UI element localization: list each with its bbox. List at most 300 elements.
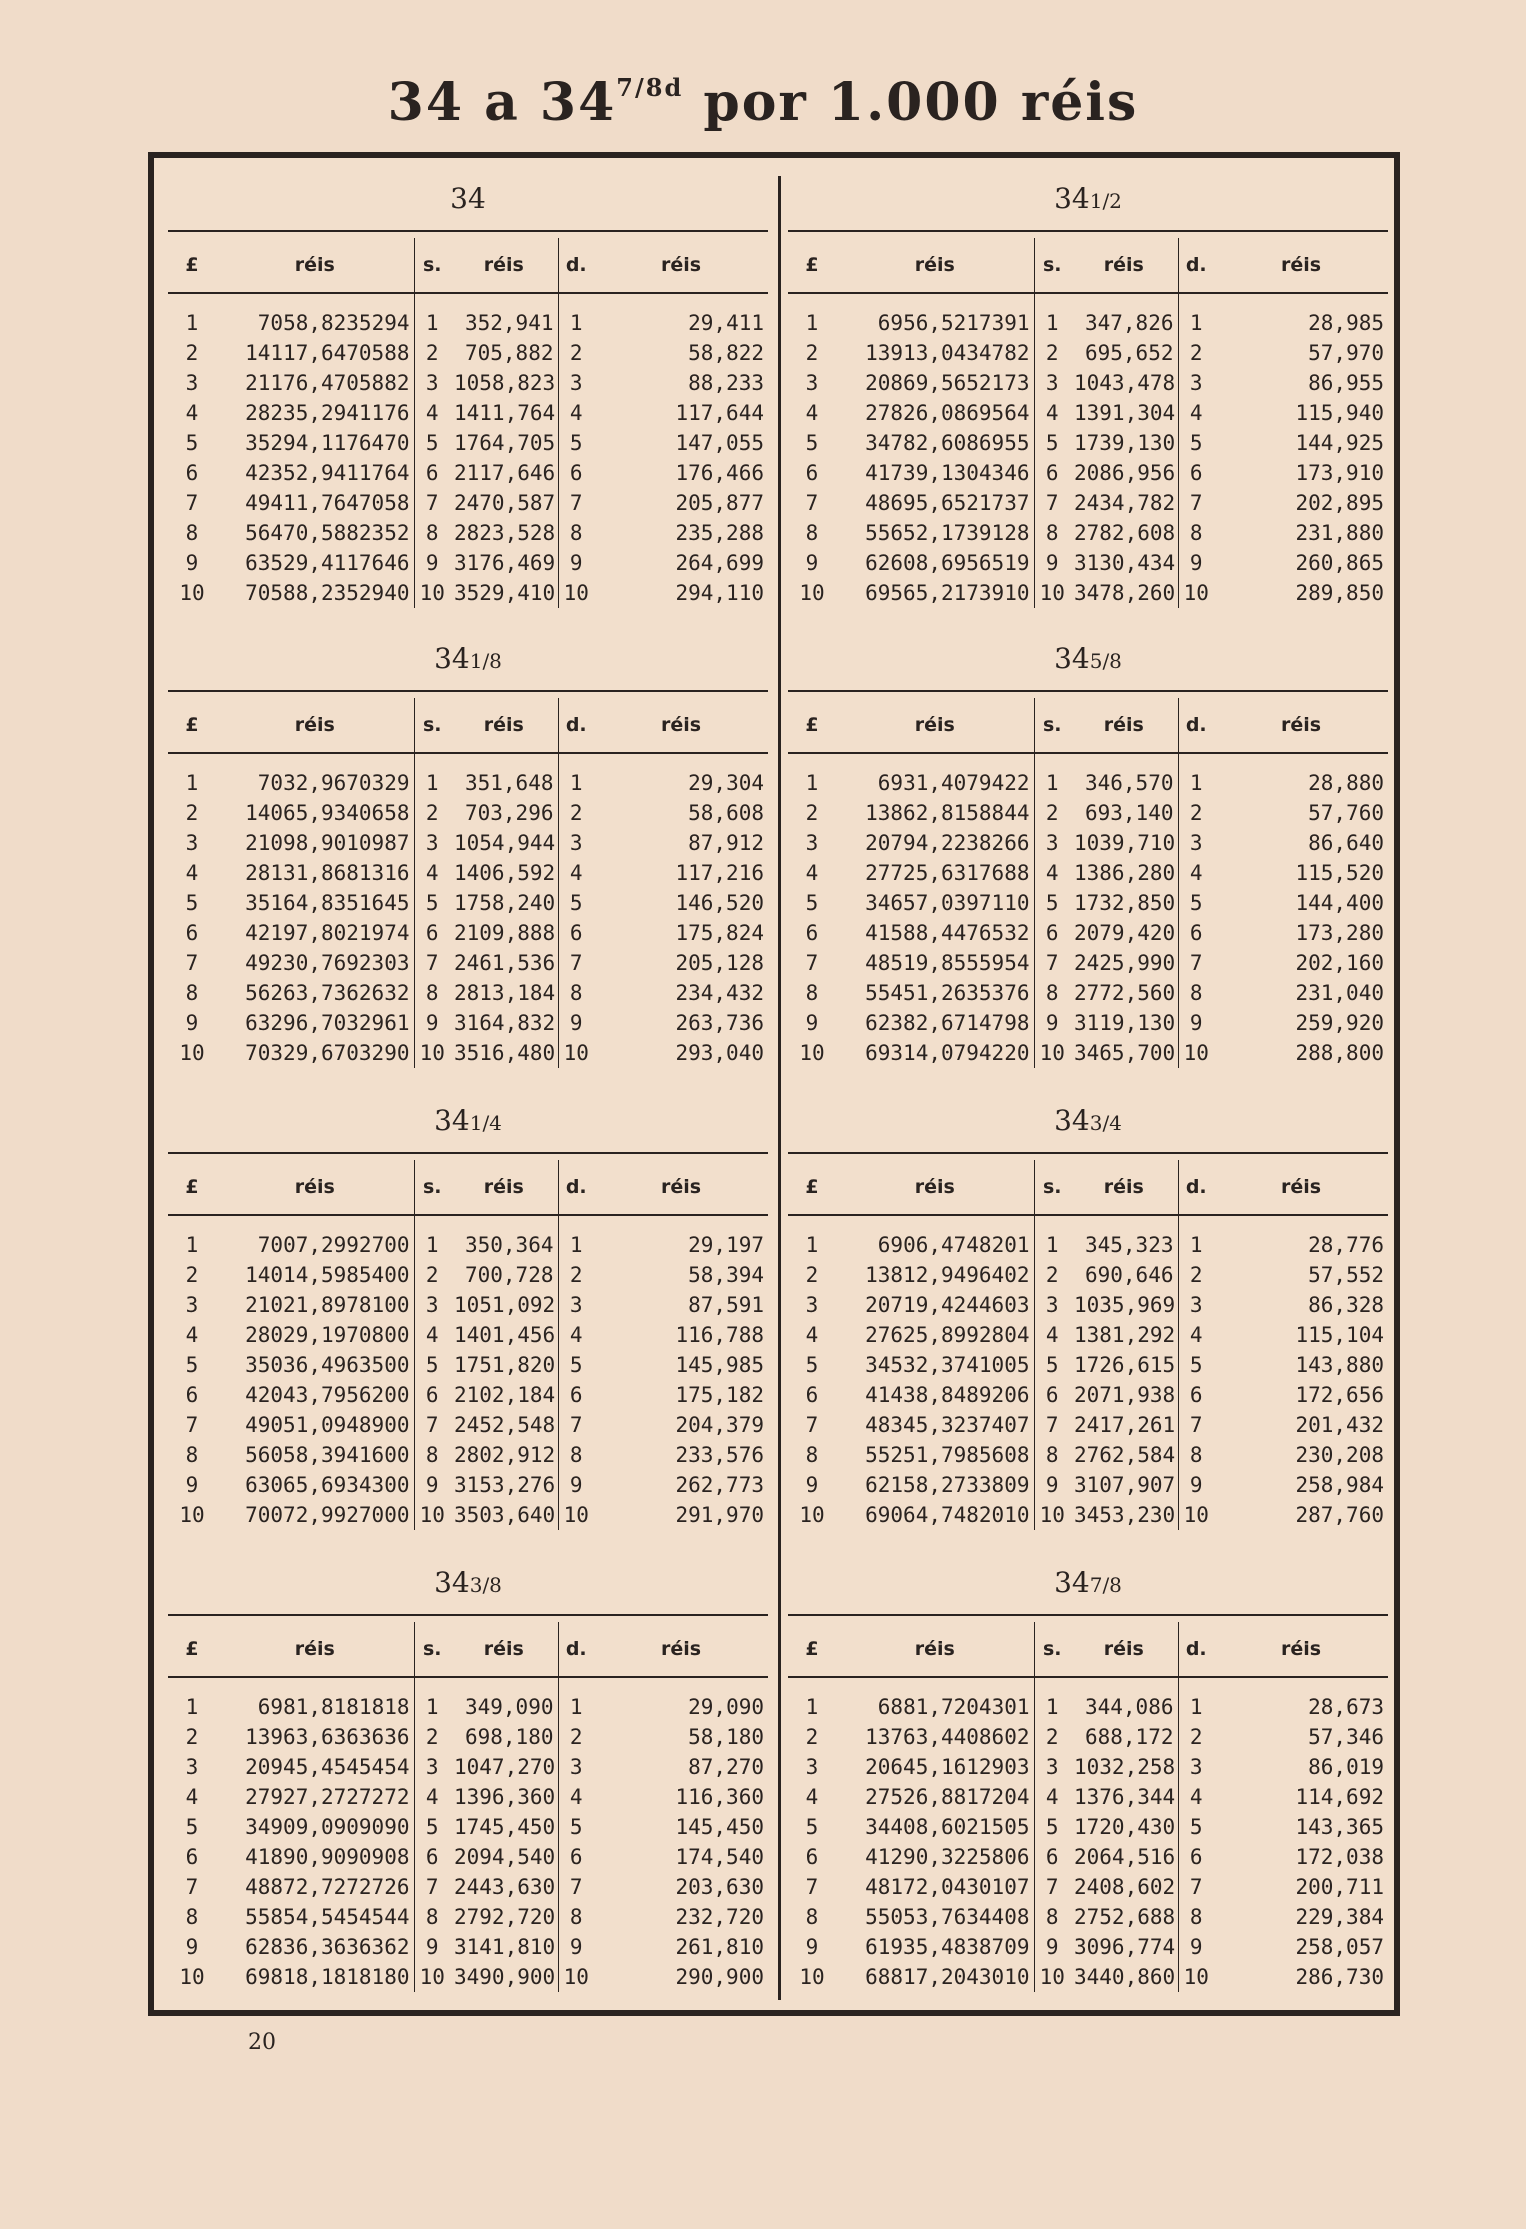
pence-count: 8 [1189, 521, 1203, 545]
pound-count: 1 [805, 311, 819, 335]
shilling-count: 7 [1045, 951, 1059, 975]
pound-count: 8 [185, 1905, 199, 1929]
table-row [168, 1677, 768, 1722]
column-header-pound: £ [168, 238, 216, 293]
reis-value: 176,466 [675, 461, 764, 485]
pound-count: 9 [185, 1473, 199, 1497]
pence-count: 1 [569, 1233, 583, 1257]
pound-count: 6 [185, 1845, 199, 1869]
column-header-reis: réis [1214, 238, 1388, 293]
shilling-count: 4 [425, 401, 439, 425]
table-row [788, 1962, 1388, 1992]
reis-value: 58,608 [688, 801, 764, 825]
pound-count: 3 [805, 1293, 819, 1317]
column-header-reis: réis [836, 238, 1034, 293]
pound-count: 5 [805, 1815, 819, 1839]
conversion-table [168, 698, 768, 1068]
reis-value: 2071,938 [1070, 1380, 1178, 1410]
reis-value: 2452,548 [450, 1410, 558, 1440]
conversion-table [168, 1622, 768, 1992]
reis-value: 69314,0794220 [836, 1038, 1034, 1068]
reis-value: 48172,0430107 [836, 1872, 1034, 1902]
reis-value: 349,090 [450, 1677, 558, 1722]
shilling-count: 2 [425, 801, 439, 825]
table-row [788, 368, 1388, 398]
pound-count: 5 [805, 431, 819, 455]
pound-count: 1 [185, 771, 199, 795]
pence-count: 9 [1189, 1473, 1203, 1497]
shilling-count: 4 [1045, 1323, 1059, 1347]
reis-value: 1058,823 [450, 368, 558, 398]
table-row [788, 1752, 1388, 1782]
reis-value: 48695,6521737 [836, 488, 1034, 518]
table-row [168, 1812, 768, 1842]
pence-count: 4 [1189, 1323, 1203, 1347]
reis-value: 13763,4408602 [836, 1722, 1034, 1752]
table-row [788, 293, 1388, 338]
pence-count: 6 [569, 461, 583, 485]
block-title-rate: 34 [1054, 182, 1090, 215]
rate-block [788, 628, 1388, 1083]
pound-count: 8 [805, 521, 819, 545]
reis-value: 27526,8817204 [836, 1782, 1034, 1812]
shilling-count: 10 [1039, 1965, 1065, 1989]
table-row [788, 753, 1388, 798]
table-header-row [788, 698, 1388, 753]
reis-value: 87,591 [688, 1293, 764, 1317]
reis-value: 3153,276 [450, 1470, 558, 1500]
reis-value: 203,630 [675, 1875, 764, 1899]
reis-value: 69818,1818180 [216, 1962, 414, 1992]
shilling-count: 6 [425, 461, 439, 485]
pound-count: 2 [185, 801, 199, 825]
pence-count: 8 [1189, 1905, 1203, 1929]
reis-value: 1043,478 [1070, 368, 1178, 398]
pound-count: 8 [805, 981, 819, 1005]
table-row [168, 1872, 768, 1902]
shilling-count: 5 [1045, 891, 1059, 915]
reis-value: 6931,4079422 [836, 753, 1034, 798]
block-title-fraction: 1/2 [1089, 189, 1122, 213]
conversion-table [788, 1160, 1388, 1530]
shilling-count: 1 [1045, 311, 1059, 335]
pound-count: 2 [805, 341, 819, 365]
shilling-count: 2 [1045, 341, 1059, 365]
reis-value: 205,128 [675, 951, 764, 975]
shilling-count: 3 [425, 1293, 439, 1317]
shilling-count: 7 [425, 1875, 439, 1899]
reis-value: 261,810 [675, 1935, 764, 1959]
column-header-reis: réis [836, 1622, 1034, 1677]
reis-value: 6981,8181818 [216, 1677, 414, 1722]
reis-value: 690,646 [1070, 1260, 1178, 1290]
reis-value: 258,984 [1295, 1473, 1384, 1497]
block-title [788, 168, 1388, 232]
pence-count: 1 [1189, 1695, 1203, 1719]
pence-count: 6 [1189, 921, 1203, 945]
reis-value: 49411,7647058 [216, 488, 414, 518]
reis-value: 7058,8235294 [216, 293, 414, 338]
reis-value: 13862,8158844 [836, 798, 1034, 828]
pence-count: 8 [1189, 981, 1203, 1005]
table-row [168, 1008, 768, 1038]
column-header-reis: réis [836, 1160, 1034, 1215]
reis-value: 258,057 [1295, 1935, 1384, 1959]
reis-value: 700,728 [450, 1260, 558, 1290]
table-row [168, 293, 768, 338]
pound-count: 9 [185, 551, 199, 575]
reis-value: 145,450 [675, 1815, 764, 1839]
pence-count: 3 [1189, 831, 1203, 855]
reis-value: 289,850 [1295, 581, 1384, 605]
column-header-reis: réis [1214, 698, 1388, 753]
table-row [788, 1410, 1388, 1440]
page-title: 34 a $34^{7/8d}$ por 1.000 réis [387, 72, 1139, 133]
table-row [168, 1470, 768, 1500]
shilling-count: 5 [425, 431, 439, 455]
reis-value: 202,160 [1295, 951, 1384, 975]
column-divider [778, 176, 781, 2000]
table-row [788, 1440, 1388, 1470]
column-header-pound: £ [168, 698, 216, 753]
block-title [168, 1552, 768, 1616]
pound-count: 3 [185, 1293, 199, 1317]
reis-value: 115,520 [1295, 861, 1384, 885]
pence-count: 6 [569, 1845, 583, 1869]
reis-value: 2417,261 [1070, 1410, 1178, 1440]
table-row [788, 1500, 1388, 1530]
reis-value: 233,576 [675, 1443, 764, 1467]
reis-value: 234,432 [675, 981, 764, 1005]
tables-frame [148, 152, 1400, 2016]
pence-count: 6 [1189, 1383, 1203, 1407]
pence-count: 3 [1189, 371, 1203, 395]
reis-value: 55053,7634408 [836, 1902, 1034, 1932]
table-row [168, 978, 768, 1008]
pence-count: 3 [569, 371, 583, 395]
reis-value: 1381,292 [1070, 1320, 1178, 1350]
column-header-s: s. [414, 698, 450, 753]
reis-value: 144,925 [1295, 431, 1384, 455]
column-header-reis: réis [450, 238, 558, 293]
reis-value: 2772,560 [1070, 978, 1178, 1008]
table-row [788, 1038, 1388, 1068]
block-title [168, 168, 768, 232]
pound-count: 3 [185, 1755, 199, 1779]
block-title-rate: 34 [1054, 642, 1090, 675]
pound-count: 4 [185, 401, 199, 425]
table-row [788, 1782, 1388, 1812]
reis-value: 21098,9010987 [216, 828, 414, 858]
table-row [168, 858, 768, 888]
pound-count: 1 [805, 771, 819, 795]
reis-value: 202,895 [1295, 491, 1384, 515]
reis-value: 3164,832 [450, 1008, 558, 1038]
pence-count: 4 [1189, 1785, 1203, 1809]
pence-count: 2 [569, 1263, 583, 1287]
pound-count: 10 [179, 1965, 205, 1989]
column-header-s: s. [414, 1160, 450, 1215]
pound-count: 9 [805, 1011, 819, 1035]
shilling-count: 6 [425, 921, 439, 945]
shilling-count: 6 [425, 1845, 439, 1869]
pound-count: 2 [185, 1263, 199, 1287]
reis-value: 56263,7362632 [216, 978, 414, 1008]
pence-count: 6 [1189, 1845, 1203, 1869]
shilling-count: 8 [425, 1905, 439, 1929]
table-row [168, 368, 768, 398]
block-title [788, 628, 1388, 692]
pound-count: 8 [185, 521, 199, 545]
column-header-s: s. [1034, 1160, 1070, 1215]
reis-value: 3130,434 [1070, 548, 1178, 578]
reis-value: 2425,990 [1070, 948, 1178, 978]
pence-count: 8 [569, 981, 583, 1005]
column-header-reis: réis [594, 1160, 768, 1215]
reis-value: 2408,602 [1070, 1872, 1178, 1902]
shilling-count: 8 [425, 981, 439, 1005]
reis-value: 205,877 [675, 491, 764, 515]
shilling-count: 9 [1045, 1011, 1059, 1035]
shilling-count: 1 [425, 311, 439, 335]
shilling-count: 10 [1039, 1503, 1065, 1527]
reis-value: 294,110 [675, 581, 764, 605]
table-row [168, 1500, 768, 1530]
pound-count: 7 [185, 1875, 199, 1899]
reis-value: 20794,2238266 [836, 828, 1034, 858]
shilling-count: 7 [425, 951, 439, 975]
pence-count: 10 [563, 1041, 589, 1065]
pound-count: 7 [805, 1413, 819, 1437]
reis-value: 34532,3741005 [836, 1350, 1034, 1380]
table-row [788, 1380, 1388, 1410]
shilling-count: 4 [1045, 861, 1059, 885]
reis-value: 230,208 [1295, 1443, 1384, 1467]
column-header-pound: £ [788, 1622, 836, 1677]
shilling-count: 1 [425, 771, 439, 795]
table-row [788, 518, 1388, 548]
column-header-reis: réis [594, 238, 768, 293]
shilling-count: 8 [1045, 521, 1059, 545]
pound-count: 5 [185, 891, 199, 915]
table-row [788, 978, 1388, 1008]
pound-count: 3 [185, 371, 199, 395]
reis-value: 1054,944 [450, 828, 558, 858]
pence-count: 6 [569, 921, 583, 945]
pence-count: 9 [569, 1011, 583, 1035]
shilling-count: 5 [1045, 1815, 1059, 1839]
pound-count: 4 [805, 1323, 819, 1347]
pound-count: 8 [185, 1443, 199, 1467]
reis-value: 200,711 [1295, 1875, 1384, 1899]
pence-count: 1 [569, 771, 583, 795]
shilling-count: 10 [419, 1503, 445, 1527]
reis-value: 2064,516 [1070, 1842, 1178, 1872]
table-row [168, 428, 768, 458]
reis-value: 3490,900 [450, 1962, 558, 1992]
reis-value: 2109,888 [450, 918, 558, 948]
reis-value: 232,720 [675, 1905, 764, 1929]
reis-value: 58,394 [688, 1263, 764, 1287]
reis-value: 2813,184 [450, 978, 558, 1008]
reis-value: 87,270 [688, 1755, 764, 1779]
pound-count: 6 [185, 921, 199, 945]
pound-count: 9 [805, 551, 819, 575]
shilling-count: 9 [1045, 1473, 1059, 1497]
column-header-reis: réis [594, 698, 768, 753]
pence-count: 6 [569, 1383, 583, 1407]
reis-value: 62382,6714798 [836, 1008, 1034, 1038]
column-header-reis: réis [1070, 238, 1178, 293]
reis-value: 3465,700 [1070, 1038, 1178, 1068]
reis-value: 345,323 [1070, 1215, 1178, 1260]
reis-value: 62608,6956519 [836, 548, 1034, 578]
reis-value: 20945,4545454 [216, 1752, 414, 1782]
table-row [788, 1008, 1388, 1038]
reis-value: 1035,969 [1070, 1290, 1178, 1320]
reis-value: 1396,360 [450, 1782, 558, 1812]
block-title [788, 1552, 1388, 1616]
pound-count: 7 [185, 951, 199, 975]
pound-count: 2 [185, 341, 199, 365]
shilling-count: 4 [1045, 401, 1059, 425]
pence-count: 2 [1189, 341, 1203, 365]
reis-value: 63296,7032961 [216, 1008, 414, 1038]
pence-count: 3 [569, 831, 583, 855]
reis-value: 88,233 [688, 371, 764, 395]
pence-count: 5 [569, 1353, 583, 1377]
reis-value: 117,644 [675, 401, 764, 425]
table-row [788, 548, 1388, 578]
pound-count: 4 [185, 1785, 199, 1809]
reis-value: 35294,1176470 [216, 428, 414, 458]
column-header-reis: réis [450, 698, 558, 753]
table-row [788, 858, 1388, 888]
shilling-count: 3 [425, 1755, 439, 1779]
pence-count: 8 [569, 521, 583, 545]
shilling-count: 3 [1045, 1755, 1059, 1779]
table-row [788, 428, 1388, 458]
column-header-s: s. [1034, 238, 1070, 293]
rate-block [168, 1090, 768, 1545]
reis-value: 3096,774 [1070, 1932, 1178, 1962]
reis-value: 347,826 [1070, 293, 1178, 338]
shilling-count: 6 [1045, 1845, 1059, 1869]
reis-value: 6956,5217391 [836, 293, 1034, 338]
reis-value: 3119,130 [1070, 1008, 1178, 1038]
pound-count: 10 [799, 1041, 825, 1065]
reis-value: 20869,5652173 [836, 368, 1034, 398]
shilling-count: 6 [1045, 461, 1059, 485]
pound-count: 6 [805, 1845, 819, 1869]
reis-value: 86,019 [1308, 1755, 1384, 1779]
reis-value: 1406,592 [450, 858, 558, 888]
reis-value: 3453,230 [1070, 1500, 1178, 1530]
column-header-s: s. [1034, 1622, 1070, 1677]
table-row [788, 338, 1388, 368]
reis-value: 28235,2941176 [216, 398, 414, 428]
table-row [788, 1902, 1388, 1932]
column-header-reis: réis [216, 238, 414, 293]
reis-value: 703,296 [450, 798, 558, 828]
pence-count: 2 [569, 801, 583, 825]
reis-value: 48872,7272726 [216, 1872, 414, 1902]
reis-value: 70072,9927000 [216, 1500, 414, 1530]
reis-value: 115,940 [1295, 401, 1384, 425]
reis-value: 1745,450 [450, 1812, 558, 1842]
table-row [788, 798, 1388, 828]
shilling-count: 8 [1045, 981, 1059, 1005]
reis-value: 21176,4705882 [216, 368, 414, 398]
shilling-count: 1 [425, 1695, 439, 1719]
reis-value: 346,570 [1070, 753, 1178, 798]
pound-count: 4 [185, 861, 199, 885]
block-title [168, 1090, 768, 1154]
reis-value: 1051,092 [450, 1290, 558, 1320]
reis-value: 1732,850 [1070, 888, 1178, 918]
reis-value: 2079,420 [1070, 918, 1178, 948]
pence-count: 5 [569, 891, 583, 915]
reis-value: 41739,1304346 [836, 458, 1034, 488]
shilling-count: 4 [1045, 1785, 1059, 1809]
table-row [168, 1752, 768, 1782]
shilling-count: 10 [1039, 1041, 1065, 1065]
reis-value: 698,180 [450, 1722, 558, 1752]
block-title-fraction: 3/8 [469, 1573, 502, 1597]
title-superscript: d [664, 73, 684, 102]
pence-count: 1 [569, 1695, 583, 1719]
pound-count: 8 [805, 1443, 819, 1467]
shilling-count: 8 [425, 521, 439, 545]
pence-count: 10 [563, 1503, 589, 1527]
shilling-count: 6 [425, 1383, 439, 1407]
reis-value: 2823,528 [450, 518, 558, 548]
reis-value: 3478,260 [1070, 578, 1178, 608]
reis-value: 35164,8351645 [216, 888, 414, 918]
reis-value: 1411,764 [450, 398, 558, 428]
pence-count: 9 [569, 1473, 583, 1497]
shilling-count: 6 [1045, 921, 1059, 945]
pence-count: 2 [569, 1725, 583, 1749]
block-title [168, 628, 768, 692]
column-header-pound: £ [168, 1622, 216, 1677]
table-row [788, 1722, 1388, 1752]
reis-value: 57,970 [1308, 341, 1384, 365]
rate-block [788, 1090, 1388, 1545]
pound-count: 4 [805, 401, 819, 425]
reis-value: 144,400 [1295, 891, 1384, 915]
shilling-count: 7 [1045, 1413, 1059, 1437]
column-header-reis: réis [836, 698, 1034, 753]
pound-count: 6 [805, 1383, 819, 1407]
reis-value: 41588,4476532 [836, 918, 1034, 948]
pence-count: 4 [569, 1323, 583, 1347]
reis-value: 262,773 [675, 1473, 764, 1497]
column-header-d: d. [1178, 1622, 1214, 1677]
shilling-count: 1 [1045, 771, 1059, 795]
table-row [788, 1677, 1388, 1722]
shilling-count: 2 [1045, 1263, 1059, 1287]
table-row [788, 1350, 1388, 1380]
pound-count: 10 [799, 1965, 825, 1989]
reis-value: 350,364 [450, 1215, 558, 1260]
reis-value: 146,520 [675, 891, 764, 915]
pound-count: 4 [805, 1785, 819, 1809]
table-row [168, 338, 768, 368]
reis-value: 27625,8992804 [836, 1320, 1034, 1350]
reis-value: 174,540 [675, 1845, 764, 1869]
reis-value: 352,941 [450, 293, 558, 338]
